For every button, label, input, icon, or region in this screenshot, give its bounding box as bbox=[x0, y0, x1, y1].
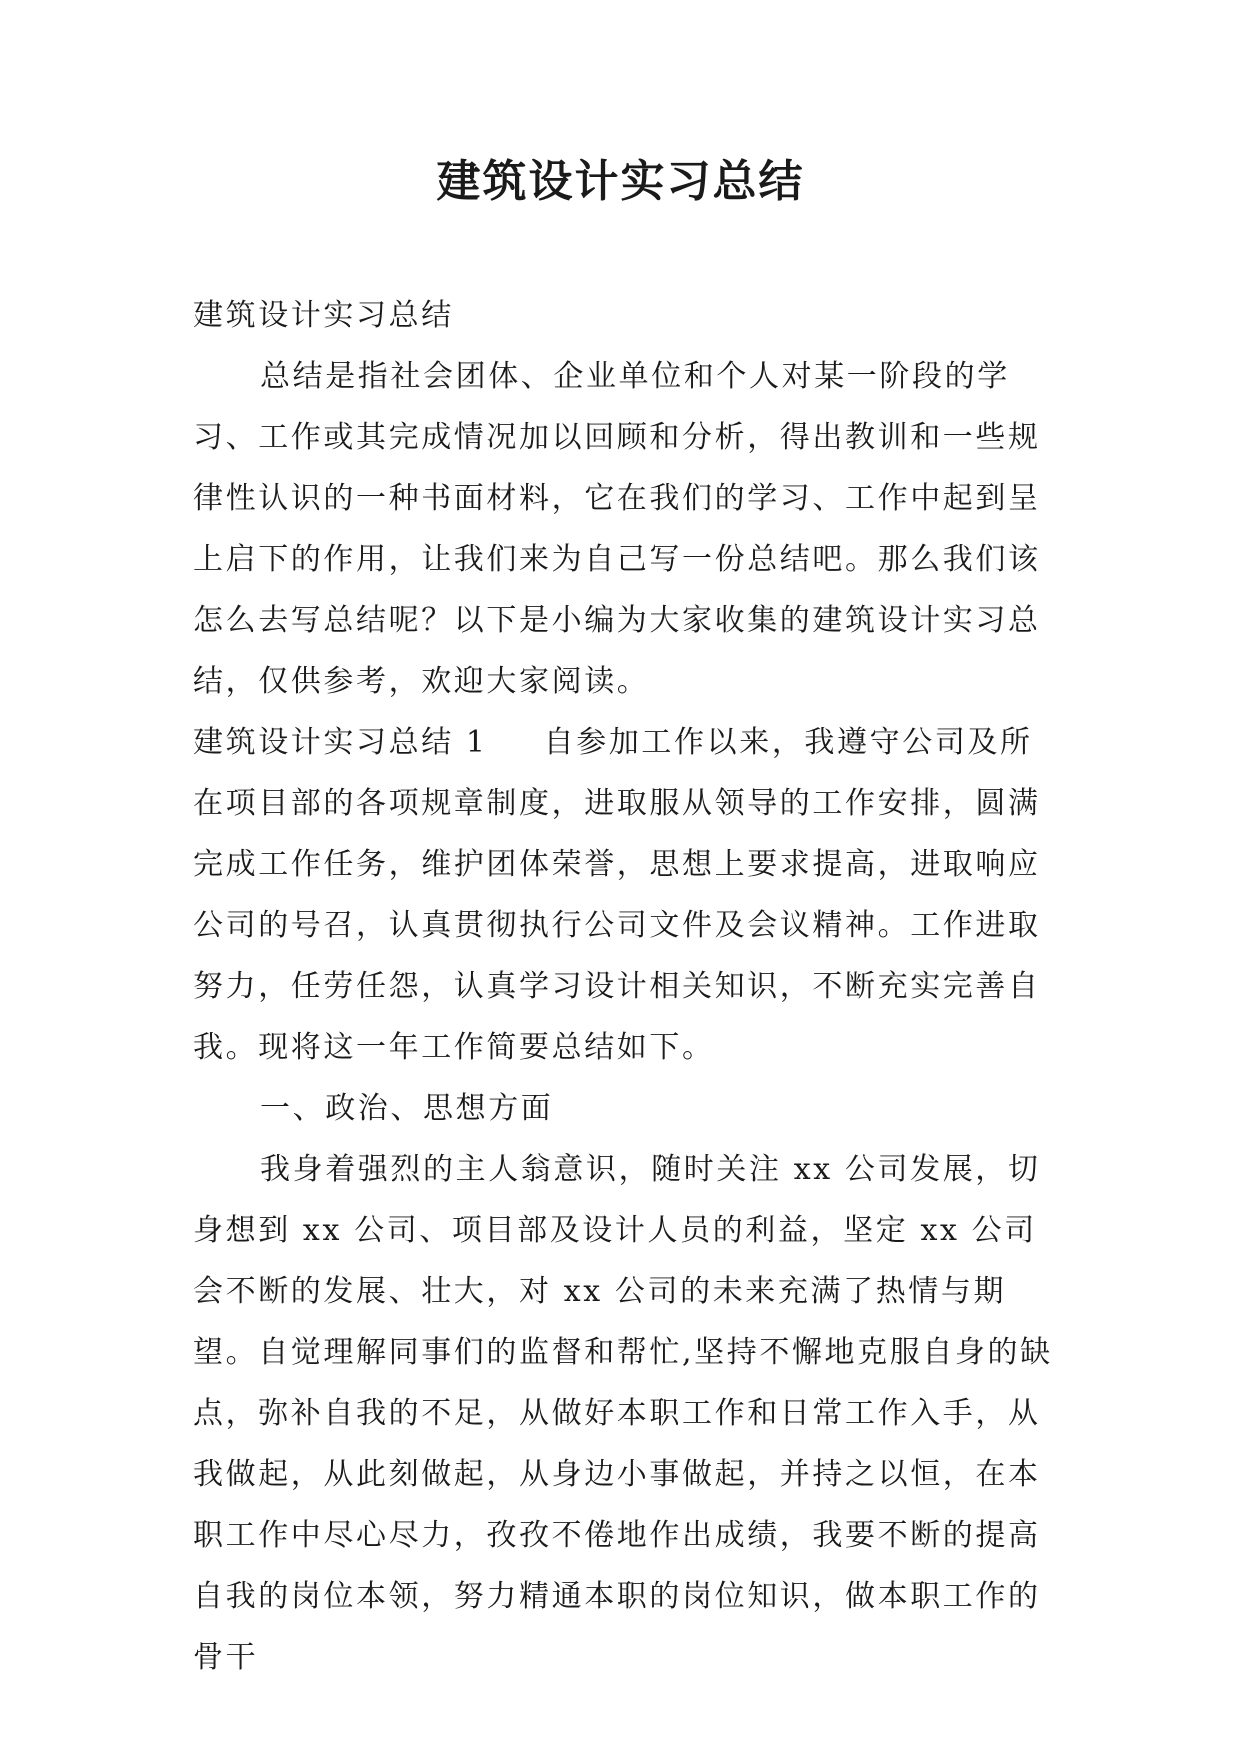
subtitle-line: 建筑设计实习总结 bbox=[193, 298, 454, 333]
part1-heading: 一、政治、思想方面 bbox=[260, 1091, 554, 1126]
intro-paragraph: 总结是指社会团体、企业单位和个人对某一阶段的学习、工作或其完成情况加以回顾和分析，得出教训和一些规律性认识的一种书面材料，它在我们的学习、工作中起到呈上启下的作用，让我们来为自己写一份总结吧。那么我们该怎么去写总结呢？以下是小编为大家收集的建筑设计实习总结，仅供参考，欢迎大家阅读。 bbox=[193, 359, 1041, 699]
document-title: 建筑设计实习总结 bbox=[436, 156, 805, 207]
part1-paragraph: 我身着强烈的主人翁意识，随时关注 xx 公司发展，切身想到 xx 公司、项目部及设计人员的利益，坚定 xx 公司会不断的发展、壮大，对 xx 公司的未来充满了热情与期望。自觉理解同事们的监督和帮忙,坚持不懈地克服自身的缺点，弥补自我的不足，从做好本职工作和日常工作入手，从我做起，从此刻做起，从身边小事做起，并持之以恒，在本职工作中尽心尽力，孜孜不倦地作出成绩，我要不断的提高自我的岗位本领，努力精通本职的岗位知识，做本职工作的骨干 bbox=[193, 1152, 1053, 1675]
section1-paragraph bbox=[193, 712, 1063, 1078]
document-body bbox=[193, 285, 1063, 1688]
section1-heading: 建筑设计实习总结 1 bbox=[193, 725, 488, 760]
section1-text: 自参加工作以来，我遵守公司及所在项目部的各项规章制度，进取服从领导的工作安排，圆满完成工作任务，维护团体荣誉，思想上要求提高，进取响应公司的号召，认真贯彻执行公司文件及会议精神。工作进取努力，任劳任怨，认真学习设计相关知识，不断充实完善自我。现将这一年工作简要总结如下。 bbox=[193, 725, 1041, 1065]
